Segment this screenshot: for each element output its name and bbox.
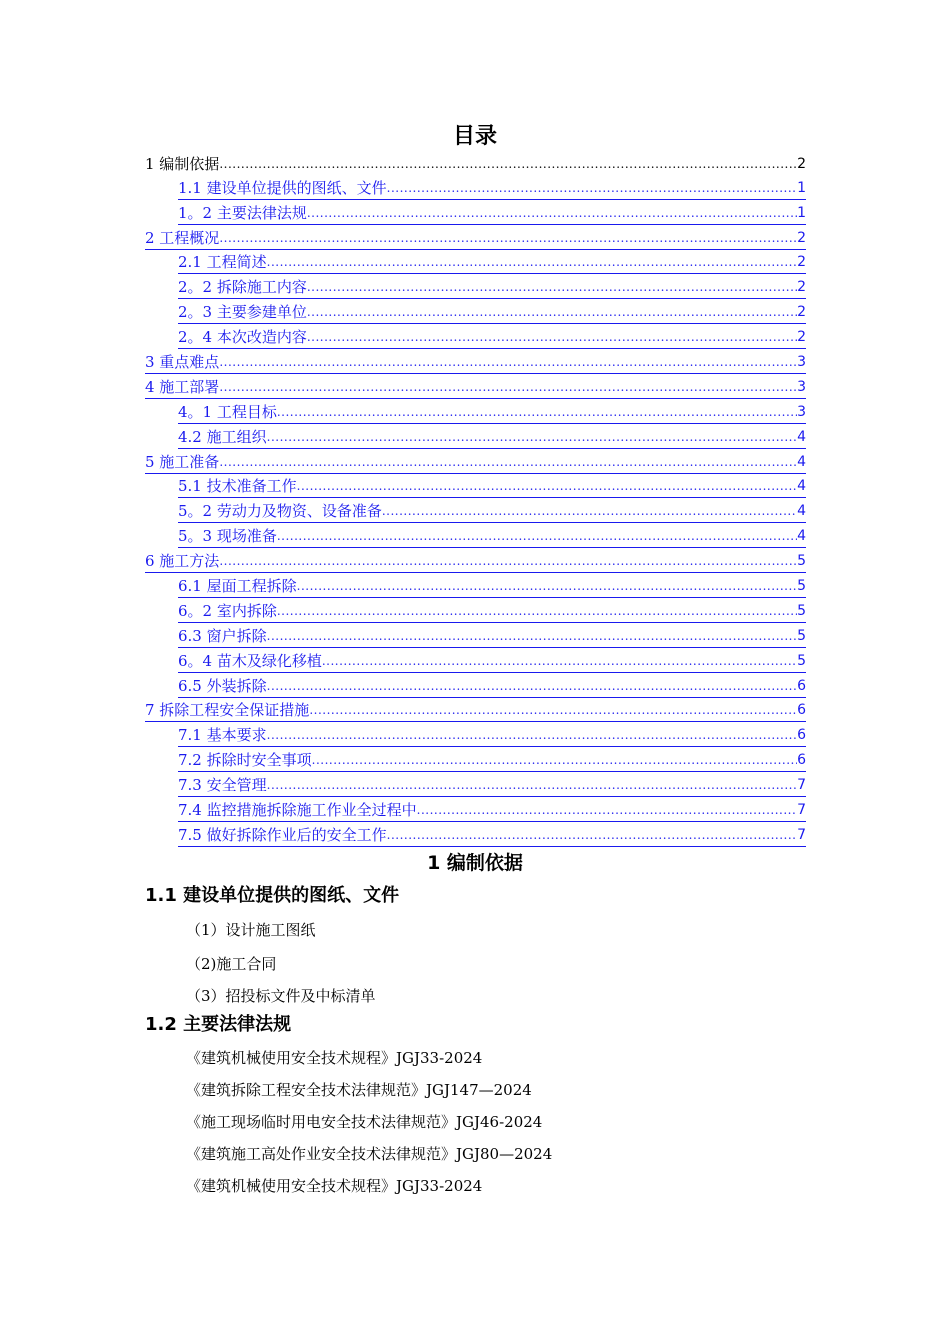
toc-leader-dots [307,302,797,322]
toc-entry-5-1[interactable] [178,474,806,499]
toc-entry-page: 4 [797,528,806,545]
toc-leader-dots [267,252,797,272]
toc-entry-page: 4 [797,453,806,470]
toc-entry-2-4[interactable] [178,324,806,349]
toc-entry-6-5[interactable] [178,673,806,698]
toc-entry-text: 7.3 安全管理 [178,776,267,795]
toc-entry-page: 6 [797,752,806,769]
toc-leader-dots [277,526,797,546]
toc-leader-dots [219,352,797,372]
regulation-item: 《施工现场临时用电安全技术法律规范》JGJ46-2024 [186,1113,543,1131]
section-heading-1: 1 编制依据 [427,852,523,874]
toc-leader-dots [417,800,797,820]
toc-entry-4-2[interactable] [178,424,806,449]
toc-entry-page: 7 [797,802,806,819]
toc-entry-page: 7 [797,777,806,794]
toc-entry-page: 6 [797,702,806,719]
toc-leader-dots [297,576,797,596]
toc-entry-page: 5 [797,652,806,669]
toc-entry-6-2[interactable] [178,598,806,623]
toc-entry-page: 3 [797,403,806,420]
toc-entry-2[interactable] [145,225,806,250]
toc-entry-text: 6.5 外装拆除 [178,676,267,695]
toc-leader-dots [219,154,797,174]
toc-entry-text: 7.4 监控措施拆除施工作业全过程中 [178,801,417,820]
toc-entry-page: 5 [797,553,806,570]
toc-entry-3[interactable] [145,349,806,374]
toc-entry-text: 7.1 基本要求 [178,726,267,745]
toc-leader-dots [382,501,797,521]
regulation-item: 《建筑机械使用安全技术规程》JGJ33-2024 [186,1049,483,1067]
toc-entry-page: 6 [797,727,806,744]
toc-entry-7-5[interactable] [178,822,806,847]
regulation-item: 《建筑拆除工程安全技术法律规范》JGJ147—2024 [186,1081,532,1099]
toc-entry-text: 5。2 劳动力及物资、设备准备 [178,502,382,521]
toc-entry-page: 5 [797,578,806,595]
toc-entry-page: 5 [797,627,806,644]
toc-entry-text: 1。2 主要法律法规 [178,203,307,222]
toc-entry-page: 4 [797,428,806,445]
toc-entry-text: 4.2 施工组织 [178,427,267,446]
toc-entry-text: 2.1 工程简述 [178,253,267,272]
toc-entry-page: 4 [797,478,806,495]
toc-entry-page: 3 [797,378,806,395]
toc-entry-7-2[interactable] [178,747,806,772]
toc-leader-dots [267,725,797,745]
toc-entry-7-3[interactable] [178,772,806,797]
regulation-item: 《建筑施工高处作业安全技术法律规范》JGJ80—2024 [186,1145,553,1163]
toc-title: 目录 [452,124,497,149]
toc-entry-7-1[interactable] [178,722,806,747]
toc-entry-1-1[interactable] [178,175,806,200]
toc-entry-page: 2 [797,155,806,172]
toc-leader-dots [219,377,797,397]
toc-entry-page: 2 [797,329,806,346]
toc-leader-dots [267,626,797,646]
toc-leader-dots [309,700,797,720]
toc-entry-page: 3 [797,354,806,371]
toc-entry-text: 6 施工方法 [145,552,220,571]
toc-entry-text: 6。2 室内拆除 [178,601,277,620]
toc-entry-text: 7 拆除工程安全保证措施 [145,701,310,720]
toc-entry-text: 5 施工准备 [145,452,220,471]
toc-leader-dots [322,651,797,671]
toc-leader-dots [277,402,797,422]
toc-leader-dots [307,277,797,297]
toc-leader-dots [307,203,797,223]
toc-entry-text: 7.5 做好拆除作业后的安全工作 [178,825,387,844]
section-heading-1-1: 1.1 建设单位提供的图纸、文件 [145,885,400,906]
toc-entry-2-1[interactable] [178,250,806,275]
regulation-item: 《建筑机械使用安全技术规程》JGJ33-2024 [186,1177,483,1195]
toc-leader-dots [219,228,797,248]
toc-entry-page: 7 [797,826,806,843]
toc-leader-dots [267,676,797,696]
toc-entry-text: 1.1 建设单位提供的图纸、文件 [178,178,387,197]
toc-entry-text: 4。1 工程目标 [178,402,277,421]
toc-entry-5[interactable] [145,449,806,474]
toc-entry-2-2[interactable] [178,274,806,299]
toc-entry-page: 2 [797,254,806,271]
toc-leader-dots [267,427,797,447]
document-list-item: （3）招投标文件及中标清单 [186,987,376,1005]
toc-entry-2-3[interactable] [178,299,806,324]
toc-entry-text: 2。3 主要参建单位 [178,303,307,322]
table-of-contents [145,150,806,847]
toc-entry-6-3[interactable] [178,623,806,648]
toc-entry-5-2[interactable] [178,498,806,523]
toc-entry-7-4[interactable] [178,797,806,822]
toc-entry-text: 5.1 技术准备工作 [178,477,297,496]
toc-entry-4[interactable] [145,374,806,399]
toc-entry-page: 5 [797,602,806,619]
toc-entry-4-1[interactable] [178,399,806,424]
toc-entry-7[interactable] [145,698,806,723]
toc-entry-text: 5。3 现场准备 [178,527,277,546]
toc-entry-text: 4 施工部署 [145,377,220,396]
toc-entry-page: 1 [797,179,806,196]
toc-entry-text: 2。4 本次改造内容 [178,328,307,347]
toc-leader-dots [267,775,797,795]
toc-entry-text: 2 工程概况 [145,228,220,247]
document-list-item: （2)施工合同 [186,955,277,973]
toc-entry-text: 6.1 屋面工程拆除 [178,577,297,596]
toc-leader-dots [297,476,797,496]
toc-leader-dots [307,327,797,347]
toc-leader-dots [387,825,797,845]
toc-leader-dots [387,178,797,198]
toc-entry-page: 6 [797,677,806,694]
toc-entry-page: 2 [797,304,806,321]
toc-entry-page: 2 [797,229,806,246]
toc-entry-text: 6。4 苗木及绿化移植 [178,651,322,670]
toc-leader-dots [219,551,797,571]
toc-entry-text: 2。2 拆除施工内容 [178,278,307,297]
toc-entry-6-4[interactable] [178,648,806,673]
toc-entry-text: 6.3 窗户拆除 [178,626,267,645]
toc-entry-1[interactable] [145,150,806,175]
toc-leader-dots [219,452,797,472]
toc-leader-dots [277,601,797,621]
section-heading-1-2: 1.2 主要法律法规 [145,1014,292,1035]
toc-entry-text: 7.2 拆除时安全事项 [178,751,312,770]
toc-entry-page: 4 [797,503,806,520]
toc-leader-dots [312,750,797,770]
toc-entry-5-3[interactable] [178,523,806,548]
toc-entry-page: 2 [797,279,806,296]
toc-entry-6-1[interactable] [178,573,806,598]
document-list-item: （1）设计施工图纸 [186,921,316,939]
toc-entry-page: 1 [797,204,806,221]
toc-entry-1-2[interactable] [178,200,806,225]
toc-entry-text: 3 重点难点 [145,353,220,372]
toc-entry-6[interactable] [145,548,806,573]
toc-entry-text: 1 编制依据 [145,154,220,173]
